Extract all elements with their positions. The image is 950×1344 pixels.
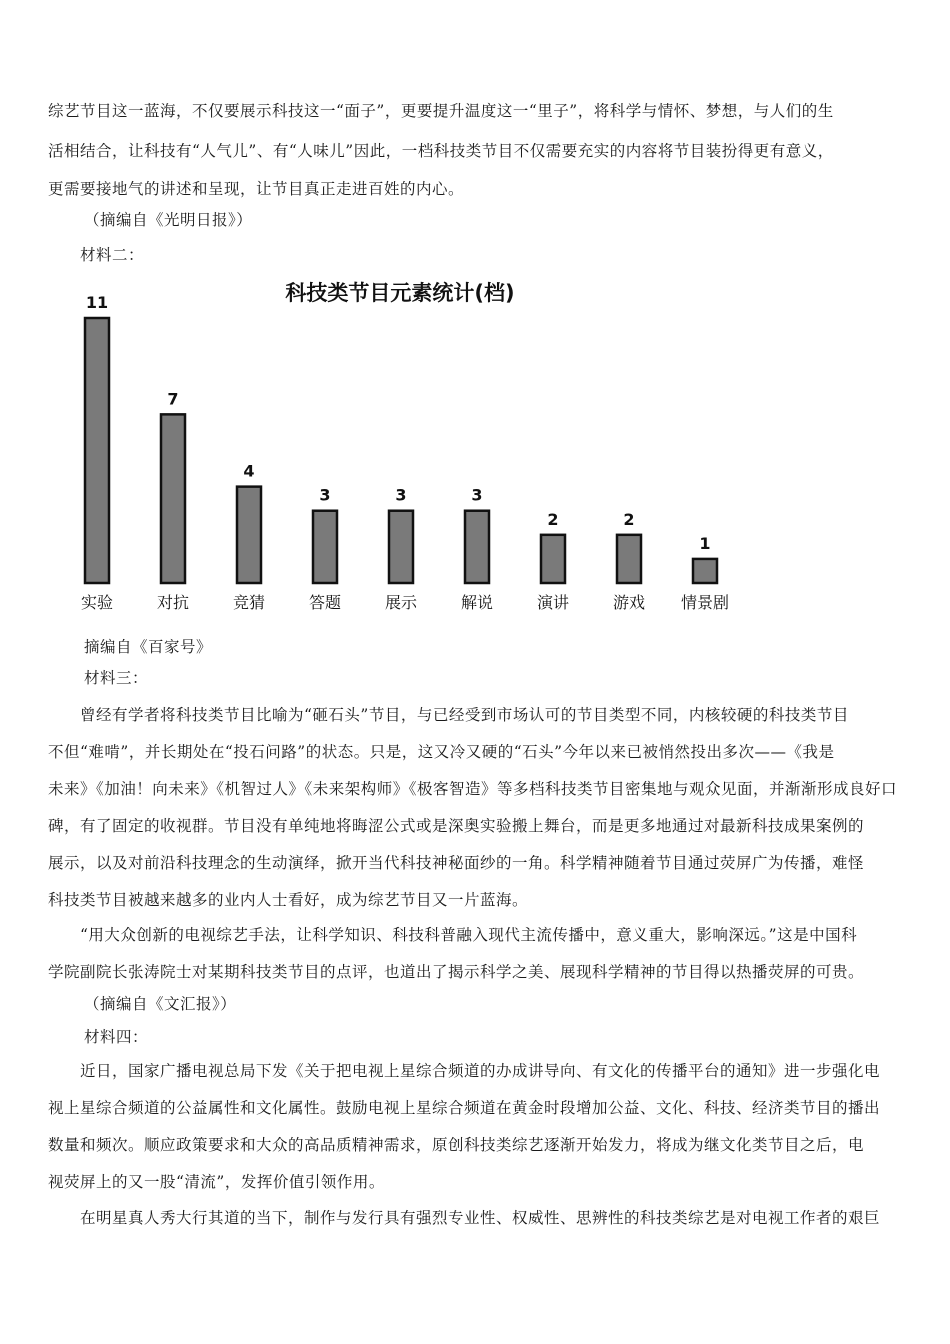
paragraph-line: 未来》《加油！向未来》《机智过人》《未来架构师》《极客智造》等多档科技类节目密集地与观众见面，并渐渐形成良好口 xyxy=(48,780,898,798)
paragraph-line: 更需要接地气的讲述和呈现，让节目真正走进百姓的内心。 xyxy=(48,180,465,198)
material-label: 材料二： xyxy=(80,246,145,264)
bar-value-label: 1 xyxy=(699,533,711,553)
paragraph-line: 展示，以及对前沿科技理念的生动演绎，掀开当代科技神秘面纱的一角。科学精神随着节目通过荧屏广为传播，难怪 xyxy=(48,854,865,872)
bar-解说 xyxy=(465,511,489,583)
bar-对抗 xyxy=(161,414,185,583)
bar-答题 xyxy=(313,511,337,583)
bar-情景剧 xyxy=(693,559,717,583)
paragraph-line: “用大众创新的电视综艺手法，让科学知识、科技科普融入现代主流传播中，意义重大，影响深远。”这是中国科 xyxy=(80,926,858,944)
bar-value-label: 11 xyxy=(85,293,109,312)
paragraph-line: 在明星真人秀大行其道的当下，制作与发行具有强烈专业性、权威性、思辨性的科技类综艺是对电视工作者的艰巨 xyxy=(80,1209,881,1227)
paragraph-line: 视上星综合频道的公益属性和文化属性。鼓励电视上星综合频道在黄金时段增加公益、文化、科技、经济类节目的播出 xyxy=(48,1099,881,1117)
bar-展示 xyxy=(389,511,413,583)
paragraph-line: 学院副院长张涛院士对某期科技类节目的点评，也道出了揭示科学之美、展现科学精神的节目得以热播荧屏的可贵。 xyxy=(48,963,865,981)
bar-chart xyxy=(70,270,770,620)
paragraph-line: 近日，国家广播电视总局下发《关于把电视上星综合频道的办成讲导向、有文化的传播平台的通知》进一步强化电 xyxy=(80,1062,881,1080)
category-label: 展示 xyxy=(384,593,418,612)
paragraph-line: 数量和频次。顺应政策要求和大众的高品质精神需求，原创科技类综艺逐渐开始发力，将成为继文化类节目之后，电 xyxy=(48,1136,865,1154)
paragraph-line: 活相结合，让科技有“人气儿”、有“人味儿”因此，一档科技类节目不仅需要充实的内容将节目装扮得更有意义， xyxy=(48,142,834,160)
chart-title: 科技类节目元素统计(档) xyxy=(285,281,515,305)
category-label: 实验 xyxy=(80,593,114,612)
bar-实验 xyxy=(85,318,109,583)
category-label: 解说 xyxy=(460,593,494,612)
paragraph-line: 视荧屏上的又一股“清流”，发挥价值引领作用。 xyxy=(48,1173,385,1191)
bar-value-label: 3 xyxy=(395,485,407,505)
category-label: 情景剧 xyxy=(680,593,730,612)
bar-value-label: 7 xyxy=(167,389,179,409)
category-label: 答题 xyxy=(308,593,342,612)
material-label: 材料四： xyxy=(84,1028,149,1046)
category-label: 对抗 xyxy=(156,593,190,612)
bar-value-label: 3 xyxy=(471,485,483,505)
bar-value-label: 2 xyxy=(547,509,559,529)
category-label: 竞猜 xyxy=(232,593,266,612)
bar-竞猜 xyxy=(237,487,261,583)
paragraph-line: 曾经有学者将科技类节目比喻为“砸石头”节目，与已经受到市场认可的节目类型不同，内核较硬的科技类节目 xyxy=(80,706,849,724)
source-citation: （摘编自《文汇报》） xyxy=(84,995,237,1013)
bar-value-label: 2 xyxy=(623,509,635,529)
bar-value-label: 4 xyxy=(243,461,255,481)
paragraph-line: 碑，有了固定的收视群。节目没有单纯地将晦涩公式或是深奥实验搬上舞台，而是更多地通过对最新科技成果案例的 xyxy=(48,817,865,835)
category-label: 演讲 xyxy=(536,593,570,612)
bar-演讲 xyxy=(541,535,565,583)
bar-游戏 xyxy=(617,535,641,583)
category-label: 游戏 xyxy=(612,593,646,612)
paragraph-line: 科技类节目被越来越多的业内人士看好，成为综艺节目又一片蓝海。 xyxy=(48,891,529,909)
paragraph-line: 不但“难啃”，并长期处在“投石问路”的状态。只是，这又冷又硬的“石头”今年以来已被悄然投出多次——《我是 xyxy=(48,743,835,761)
material-label: 材料三： xyxy=(84,669,149,687)
paragraph-line: 综艺节目这一蓝海，不仅要展示科技这一“面子”，更要提升温度这一“里子”，将科学与情怀、梦想，与人们的生 xyxy=(48,102,834,120)
bar-value-label: 3 xyxy=(319,485,331,505)
source-citation: （摘编自《光明日报》） xyxy=(84,211,253,229)
source-citation: 摘编自《百家号》 xyxy=(84,638,213,656)
